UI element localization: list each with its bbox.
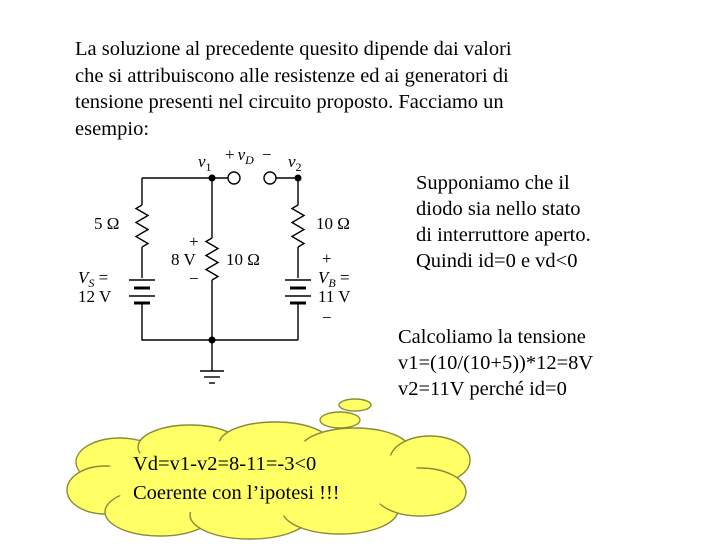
intro-line: tensione presenti nel circuito proposto. Facciamo un [75, 91, 504, 113]
label-vd: + $v_D$ − [225, 145, 272, 167]
label-mid-minus: − [189, 269, 199, 288]
intro-line: La soluzione al precedente quesito dipende dai valori [75, 38, 512, 60]
calculation-line: Calcoliamo la tensione [398, 326, 586, 348]
label-vb-plus: + [322, 249, 332, 268]
label-vb: $V_B$ = [318, 268, 350, 290]
node-v2-dot [295, 175, 302, 182]
intro-line: che si attribuiscono alle resistenze ed ai generatori di [75, 64, 509, 87]
battery-vb [285, 280, 311, 303]
label-vb-minus: − [322, 308, 332, 327]
cloud-bubble-medium [320, 412, 360, 428]
open-terminal-right [264, 172, 276, 184]
label-r-right: 10 Ω [316, 214, 350, 233]
label-r-mid: 10 Ω [226, 250, 260, 269]
calculation-line: v2=11V perché id=0 [398, 378, 567, 400]
node-v1-dot [209, 175, 216, 182]
label-r-left: 5 Ω [94, 214, 120, 233]
label-mid-voltage: 8 V [171, 250, 196, 269]
hypothesis-text [416, 170, 591, 274]
node-bottom-dot [209, 337, 216, 344]
conclusion-text [133, 450, 340, 508]
circuit-wires [136, 178, 304, 383]
label-vs-value: 12 V [78, 287, 112, 306]
label-v1: $v_1$ [198, 152, 212, 174]
calculation-line: v1=(10/(10+5))*12=8V [398, 352, 594, 374]
calculation-text [398, 324, 593, 402]
label-vb-value: 11 V [318, 287, 351, 306]
open-terminal-left [228, 172, 240, 184]
label-mid-plus: + [189, 232, 199, 251]
conclusion-line: Coerente con l’ipotesi !!! [133, 482, 340, 504]
hypothesis-line: diodo sia nello stato [416, 198, 581, 220]
label-v2: $v_2$ [288, 152, 302, 174]
hypothesis-line: di interruttore aperto. [416, 224, 591, 246]
intro-line: esempio: [75, 117, 150, 140]
conclusion-line: Vd=v1-v2=8-11=-3<0 [133, 453, 317, 475]
label-vs: $V_S$ = [78, 268, 109, 290]
cloud-bubble-small [339, 399, 371, 411]
battery-vs [129, 280, 155, 303]
hypothesis-line: Supponiamo che il [416, 172, 570, 194]
hypothesis-line: Quindi id=0 e vd<0 [416, 250, 578, 272]
